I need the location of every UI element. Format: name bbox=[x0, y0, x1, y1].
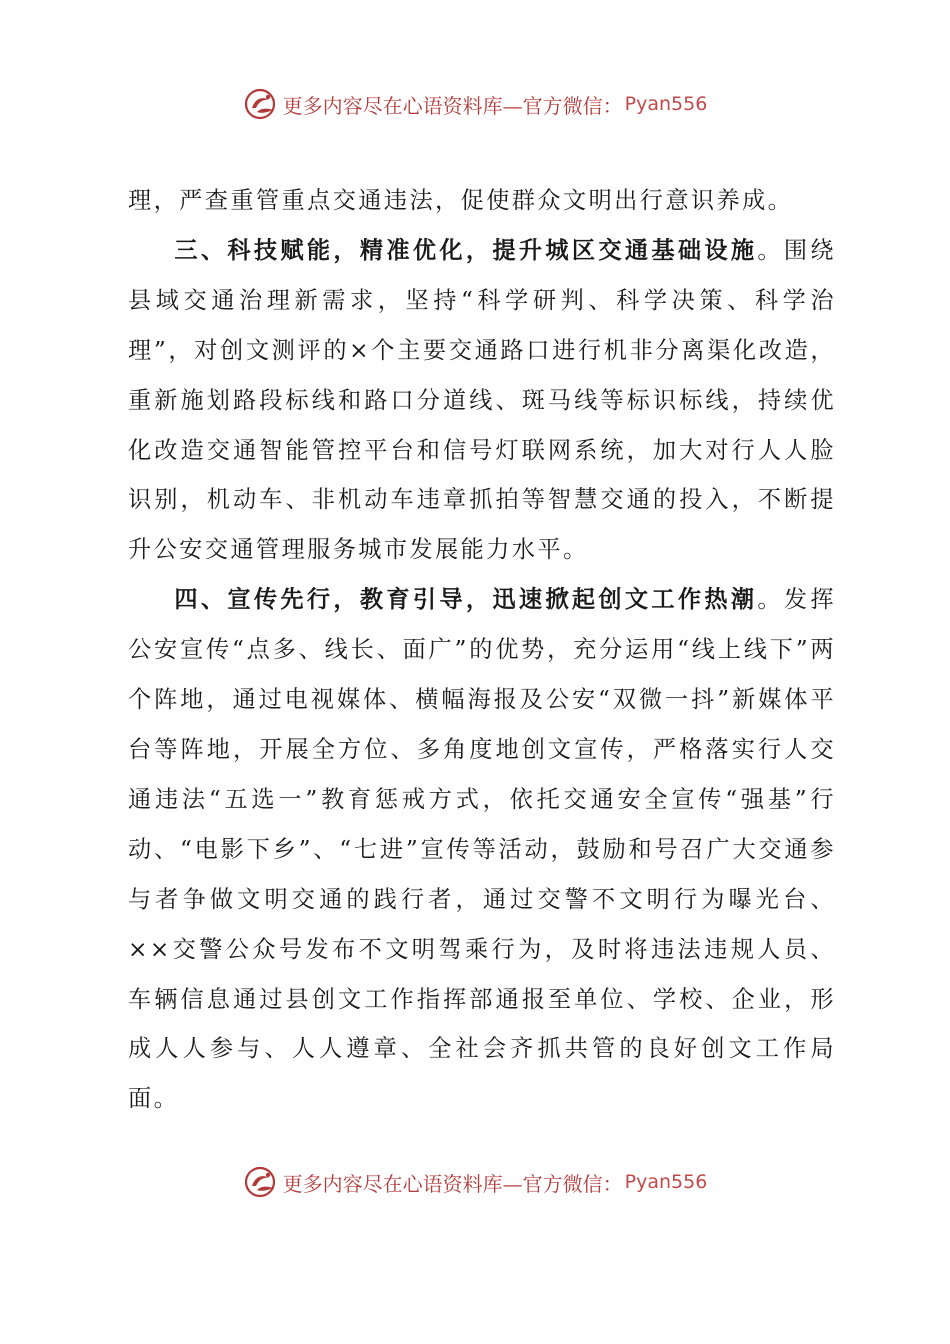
paragraph-section-three bbox=[128, 226, 836, 575]
paragraph-body: 。围绕县域交通治理新需求，坚持“科学研判、科学决策、科学治理”，对创文测评的×个主要交通路口进行机非分离渠化改造，重新施划路段标线和路口分道线、斑马线等标识标线，持续优化改造交通智能管控平台和信号灯联网系统，加大对行人人脸识别，机动车、非机动车违章抓拍等智慧交通的投入，不断提升公安交通管理服务城市发展能力水平。 bbox=[128, 236, 836, 564]
document-body bbox=[128, 176, 836, 1124]
watermark-banner-top bbox=[0, 84, 950, 124]
brand-logo-icon bbox=[243, 86, 279, 122]
watermark-banner-bottom bbox=[0, 1162, 950, 1202]
watermark-text: 更多内容尽在心语资料库—官方微信： bbox=[282, 1171, 623, 1196]
watermark-text: 更多内容尽在心语资料库—官方微信： bbox=[282, 93, 623, 118]
section-heading: 三、科技赋能，精准优化，提升城区交通基础设施 bbox=[174, 236, 758, 264]
paragraph-continuation bbox=[128, 176, 836, 226]
watermark-wechat-id: Pyan556 bbox=[624, 1171, 708, 1193]
paragraph-body: 。发挥公安宣传“点多、线长、面广”的优势，充分运用“线上线下”两个阵地，通过电视媒体、横幅海报及公安“双微一抖”新媒体平台等阵地，开展全方位、多角度地创文宣传，严格落实行人交通违法“五选一”教育惩戒方式，依托交通安全宣传“强基”行动、“电影下乡”、“七进”宣传等活动，鼓励和号召广大交通参与者争做文明交通的践行者，通过交警不文明行为曝光台、××交警公众号发布不文明驾乘行为，及时将违法违规人员、车辆信息通过县创文工作指挥部通报至单位、学校、企业，形成人人参与、人人遵章、全社会齐抓共管的良好创文工作局面。 bbox=[128, 586, 836, 1113]
section-heading: 四、宣传先行，教育引导，迅速掀起创文工作热潮 bbox=[174, 586, 758, 614]
paragraph-body: 理，严查重管重点交通违法，促使群众文明出行意识养成。 bbox=[128, 187, 794, 214]
paragraph-section-four bbox=[128, 575, 836, 1124]
brand-logo-icon bbox=[243, 1164, 279, 1200]
watermark-wechat-id: Pyan556 bbox=[624, 93, 708, 115]
